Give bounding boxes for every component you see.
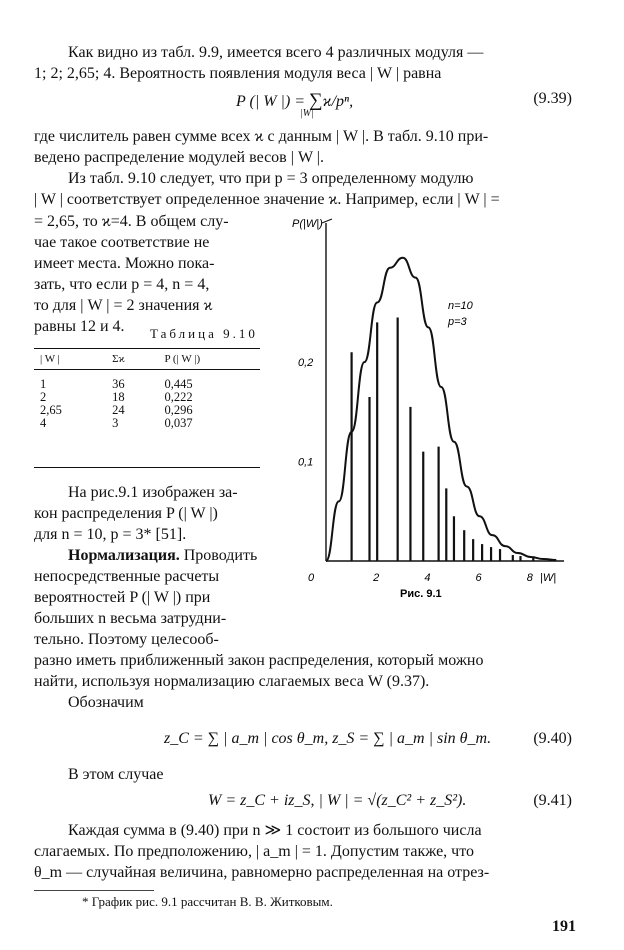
paragraph-4-line-3: для n = 10, p = 3* [51]. xyxy=(34,526,187,543)
paragraph-5-line-7: найти, используя нормализацию слагаемых веса W (9.37). xyxy=(34,673,430,690)
eq939-subscript: |W| xyxy=(300,108,314,119)
table-row xyxy=(34,404,260,417)
paragraph-4-line-2: кон распределения P (| W |) xyxy=(34,505,218,522)
table-cell: 18 xyxy=(112,390,125,404)
legend-p: p=3 xyxy=(448,316,467,328)
y-tick-label-1: 0,2 xyxy=(298,357,314,370)
table-cell: 0,037 xyxy=(164,416,193,430)
paragraph-3-left-3: имеет места. Можно пока- xyxy=(34,255,215,272)
table-cell: 2,65 xyxy=(40,403,62,417)
eq939-lhs: P (| W |) = xyxy=(236,93,310,110)
page-number: 191 xyxy=(552,918,576,935)
table-cell: 1 xyxy=(40,377,47,391)
paragraph-8-line-3: θ_m — случайная величина, равномерно распределенная на отрез- xyxy=(34,864,490,881)
paragraph-5-line-5: тельно. Поэтому целесооб- xyxy=(34,631,219,648)
eq939-number: (9.39) xyxy=(533,90,572,107)
x-tick-label-3: 6 xyxy=(475,572,482,584)
distribution-curve xyxy=(326,258,556,561)
x-tick-label-1: 2 xyxy=(373,572,380,584)
paragraph-3-left-5: то для | W | = 2 значения ϰ xyxy=(34,297,213,314)
paragraph-5-line-1-rest: Проводить xyxy=(179,547,258,564)
eq941-number: (9.41) xyxy=(533,792,572,809)
table-row xyxy=(34,378,260,391)
table-9-10 xyxy=(34,348,260,468)
equation-9-39 xyxy=(236,90,353,112)
paragraph-5-line-1 xyxy=(68,545,257,566)
paragraph-3-left-6: равны 12 и 4. xyxy=(34,318,125,335)
footnote-separator xyxy=(34,890,154,891)
figure-caption: Рис. 9.1 xyxy=(400,588,442,600)
table-cell: 36 xyxy=(112,377,125,391)
paragraph-2-line-2: ведено распределение модулей весов | W |. xyxy=(34,149,324,166)
table-cell: 0,222 xyxy=(164,390,193,404)
table-cell: 2 xyxy=(40,390,47,404)
paragraph-5-heading: Нормализация. xyxy=(68,547,180,564)
table-row xyxy=(34,417,260,430)
paragraph-3-line-2: | W | соответствует определенное значение ϰ. Например, если | W | = xyxy=(34,191,500,208)
chart-ticks xyxy=(298,357,534,584)
y-axis-label: P(|W|) xyxy=(292,218,323,230)
eq939-rhs: ϰ/pⁿ, xyxy=(322,93,354,110)
paragraph-5-line-6: разно иметь приближенный закон распределения, который можно xyxy=(34,652,484,669)
equation-9-40: z_C = ∑ | a_m | cos θ_m, z_S = ∑ | a_m | sin θ_m. xyxy=(164,730,492,747)
footnote: * График рис. 9.1 рассчитан В. В. Житковым. xyxy=(82,894,333,909)
x-tick-label-4: 8 xyxy=(526,572,533,584)
paragraph-2-line-1: где числитель равен сумме всех ϰ с данным | W |. В табл. 9.10 при- xyxy=(34,128,489,145)
table-cell: 3 xyxy=(112,416,119,430)
x-axis-label: |W| xyxy=(540,572,557,584)
table-header-row xyxy=(34,349,260,370)
equation-9-41: W = z_C + iz_S, | W | = √(z_C² + z_S²). xyxy=(208,792,467,809)
paragraph-8-line-2: слагаемых. По предположению, | a_m | = 1. Допустим также, что xyxy=(34,843,475,860)
paragraph-3-line-1: Из табл. 9.10 следует, что при p = 3 определенному модулю xyxy=(68,170,474,187)
paragraph-1-line-2: 1; 2; 2,65; 4. Вероятность появления модуля веса | W | равна xyxy=(34,65,442,82)
paragraph-5-line-3: вероятностей P (| W |) при xyxy=(34,589,211,606)
paragraph-3-left-1: = 2,65, то ϰ=4. В общем слу- xyxy=(34,213,229,230)
paragraph-5-line-4: больших n весьма затрудни- xyxy=(34,610,227,627)
table-caption: Таблица 9.10 xyxy=(150,326,258,341)
paragraph-3-left-2: чае такое соответствие не xyxy=(34,234,210,251)
figure-9-1-chart xyxy=(290,205,580,605)
table-cell: 0,445 xyxy=(164,377,193,391)
x-tick-label-2: 4 xyxy=(424,572,431,584)
chart-bars xyxy=(352,317,534,561)
table-header-sum: Σϰ xyxy=(106,349,158,370)
eq939-sum: ∑ xyxy=(309,90,323,111)
paragraph-3-left-4: зать, что если p = 4, n = 4, xyxy=(34,276,210,293)
paragraph-8-line-1: Каждая сумма в (9.40) при n ≫ 1 состоит из большого числа xyxy=(68,822,482,839)
paragraph-1-line-1: Как видно из табл. 9.9, имеется всего 4 различных модуля — xyxy=(68,44,484,61)
paragraph-6: Обозначим xyxy=(68,694,144,711)
table-row xyxy=(34,391,260,404)
table-cell: 24 xyxy=(112,403,125,417)
table-header-p: P (| W |) xyxy=(158,349,260,370)
y-axis-tick-top xyxy=(322,219,332,223)
paragraph-7: В этом случае xyxy=(68,766,164,783)
eq940-number: (9.40) xyxy=(533,730,572,747)
paragraph-5-line-2: непосредственные расчеты xyxy=(34,568,220,585)
paragraph-4-line-1: На рис.9.1 изображен за- xyxy=(68,484,238,501)
table-cell: 0,296 xyxy=(164,403,193,417)
legend-n: n=10 xyxy=(448,300,473,312)
x-tick-label-0: 0 xyxy=(308,572,315,584)
table-cell: 4 xyxy=(40,416,47,430)
table-header-w: | W | xyxy=(34,349,106,370)
y-tick-label-0: 0,1 xyxy=(298,456,314,469)
